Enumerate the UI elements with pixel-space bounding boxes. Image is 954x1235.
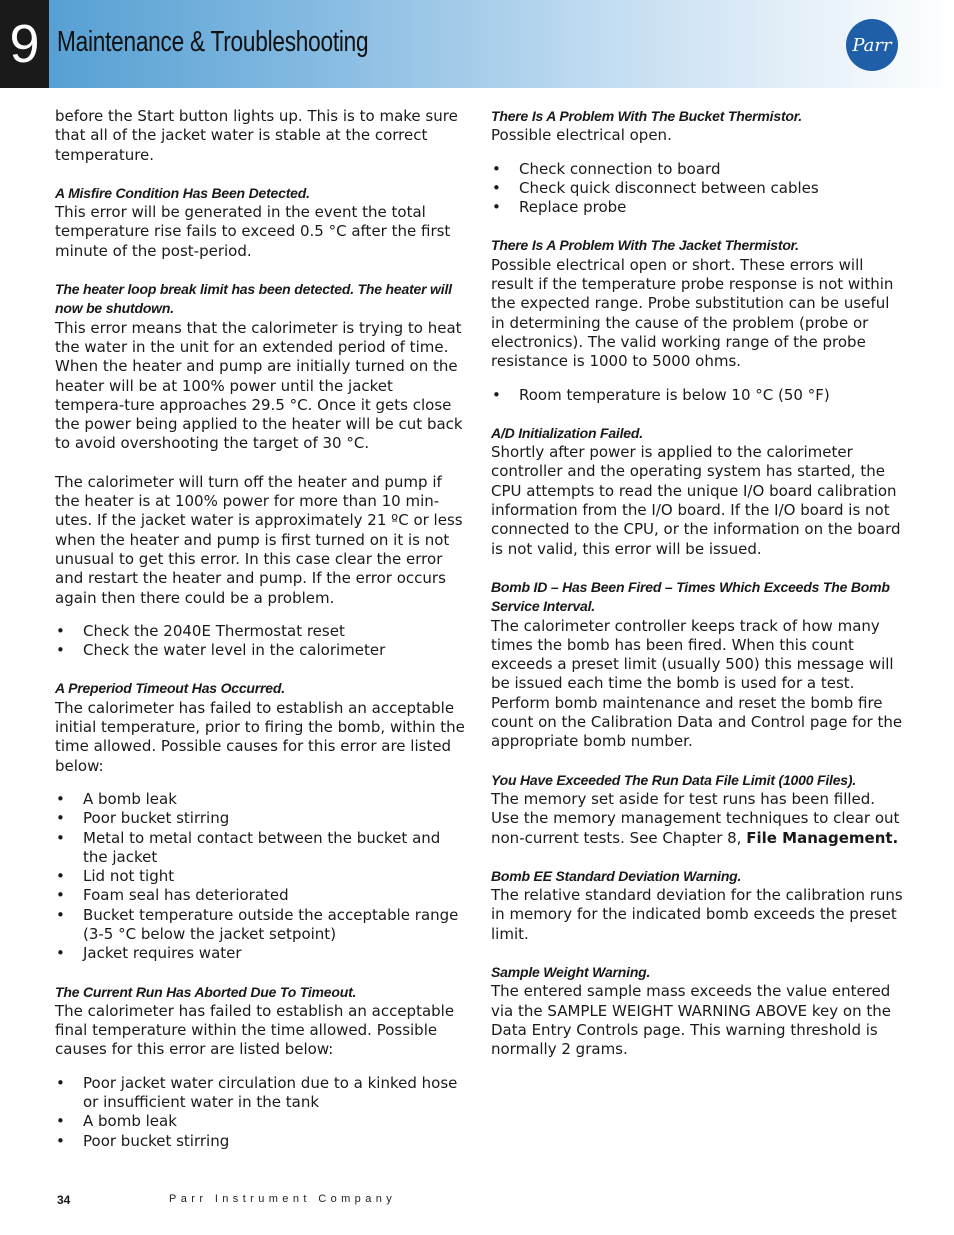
run-limit-text: The memory set aside for test runs has been filled. Use the memory management techniques to clear out non-current tests. See Chapter 8, bbox=[491, 789, 900, 847]
right-column bbox=[491, 107, 906, 1059]
list-item: • Check the 2040E Thermostat reset bbox=[55, 622, 465, 641]
run-limit-heading: You Have Exceeded The Run Data File Limit (1000 Files). bbox=[491, 771, 857, 788]
heater-body-1: This error means that the calorimeter is trying to heat the water in the unit for an extended period of time. When the heater and pump are initially turned on the heater will be at 100% power until the jacket tempera-ture approaches 29.5 °C. Once it gets close the power being applied to the heater will be cut back to avoid overshooting the target of 30 °C. bbox=[55, 318, 463, 453]
bucket-bullet-list bbox=[491, 160, 906, 218]
misfire-body: This error will be generated in the event the total temperature rise fails to exceed 0.5 °C after the first minute of the post-period. bbox=[55, 203, 451, 260]
list-item: • Check connection to board bbox=[491, 160, 906, 179]
left-column bbox=[55, 107, 465, 1151]
list-item: • Jacket requires water bbox=[55, 944, 465, 963]
intro-paragraph: before the Start button lights up. This is to make sure that all of the jacket water is stable at the correct temperature. bbox=[55, 107, 458, 164]
heater-body-2: The calorimeter will turn off the heater and pump if the heater is at 100% power for more than 10 min-utes. If the jacket water is approximately 21 ºC or less when the heater and pump is first turned on it is not unusual to get this error. In this case clear the error and restart the heater and pump. If the error occurs again then there could be a problem. bbox=[55, 472, 463, 607]
list-item: • Replace probe bbox=[491, 198, 906, 217]
preperiod-body: The calorimeter has failed to establish an acceptable initial temperature, prior to firing the bomb, within the time allowed. Possible causes for this error are listed below: bbox=[55, 698, 465, 775]
chapter-header bbox=[0, 0, 954, 88]
run-limit-body bbox=[491, 790, 906, 848]
chapter-number: 9 bbox=[0, 0, 49, 88]
bucket-thermistor-heading: There Is A Problem With The Bucket Thermistor. bbox=[491, 108, 802, 124]
preperiod-heading: A Preperiod Timeout Has Occurred. bbox=[55, 680, 285, 697]
logo-text: Parr bbox=[852, 35, 892, 56]
heater-heading: The heater loop break limit has been detected. The heater will now be shutdown. bbox=[55, 281, 452, 317]
list-item: • Room temperature is below 10 °C (50 °F) bbox=[491, 386, 906, 405]
footer-company: Parr Instrument Company bbox=[169, 1193, 397, 1205]
list-item: • Poor bucket stirring bbox=[55, 1132, 465, 1151]
list-item: • Lid not tight bbox=[55, 867, 465, 886]
list-item: • Poor bucket stirring bbox=[55, 809, 465, 828]
aborted-bullet-list bbox=[55, 1074, 465, 1151]
list-item: • Check quick disconnect between cables bbox=[491, 179, 906, 198]
aborted-heading: The Current Run Has Aborted Due To Timeout. bbox=[55, 983, 357, 1000]
chapter-title: Maintenance & Troubleshooting bbox=[57, 26, 369, 58]
list-item: • Foam seal has deteriorated bbox=[55, 886, 465, 905]
bomb-id-heading: Bomb ID – Has Been Fired – Times Which Exceeds The Bomb Service Interval. bbox=[491, 578, 890, 615]
list-item: • Poor jacket water circulation due to a kinked hose or insufficient water in the tank bbox=[55, 1074, 465, 1113]
std-dev-heading: Bomb EE Standard Deviation Warning. bbox=[491, 867, 742, 884]
list-item: • A bomb leak bbox=[55, 790, 465, 809]
ad-init-heading: A/D Initialization Failed. bbox=[491, 424, 643, 441]
sample-weight-body: The entered sample mass exceeds the value entered via the SAMPLE WEIGHT WARNING ABOVE key on the Data Entry Controls page. This warning threshold is normally 2 grams. bbox=[491, 982, 891, 1059]
bucket-thermistor-body: Possible electrical open. bbox=[491, 126, 672, 145]
file-management-ref: File Management. bbox=[746, 828, 899, 847]
jacket-thermistor-body: Possible electrical open or short. These errors will result if the temperature probe response is not within the expected range. Probe substitution can be useful in determining the cause of the problem (probe or electronics). The valid working range of the probe resistance is 1000 to 5000 ohms. bbox=[491, 255, 894, 371]
page-number: 34 bbox=[57, 1193, 71, 1207]
list-item: • Check the water level in the calorimeter bbox=[55, 641, 465, 660]
preperiod-bullet-list bbox=[55, 790, 465, 964]
aborted-body: The calorimeter has failed to establish an acceptable final temperature within the time allowed. Possible causes for this error are listed below: bbox=[55, 1001, 455, 1059]
sample-weight-heading: Sample Weight Warning. bbox=[491, 963, 651, 980]
std-dev-body: The relative standard deviation for the calibration runs in memory for the indicated bomb exceeds the preset limit. bbox=[491, 886, 903, 943]
parr-logo bbox=[845, 18, 899, 72]
bomb-id-body: The calorimeter controller keeps track of how many times the bomb has been fired. When this count exceeds a preset limit (usually 500) this message will be issued each time the bomb is used for a test. Perform bomb maintenance and reset the bomb fire count on the Calibration Data and Control page for the appropriate bomb number. bbox=[491, 616, 903, 751]
list-item: • Metal to metal contact between the bucket and the jacket bbox=[55, 829, 465, 868]
ad-init-body: Shortly after power is applied to the calorimeter controller and the operating system has started, the CPU attempts to read the unique I/O board calibration information from the I/O board. If the I/O board is not connected to the CPU, or the information on the board is not valid, this error will be issued. bbox=[491, 443, 901, 558]
jacket-bullet-list bbox=[491, 386, 906, 405]
jacket-thermistor-heading: There Is A Problem With The Jacket Thermistor. bbox=[491, 237, 799, 254]
heater-bullet-list bbox=[55, 622, 465, 661]
list-item: • A bomb leak bbox=[55, 1112, 465, 1131]
list-item: • Bucket temperature outside the acceptable range (3-5 °C below the jacket setpoint) bbox=[55, 906, 465, 945]
misfire-heading: A Misfire Condition Has Been Detected. bbox=[55, 184, 310, 201]
